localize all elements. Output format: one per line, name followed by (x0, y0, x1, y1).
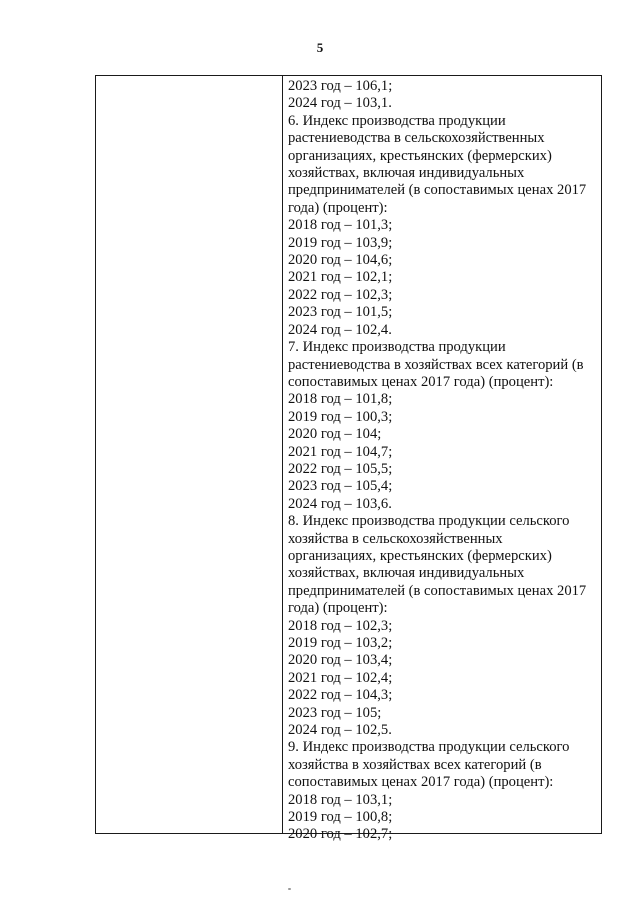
text-line: 2018 год – 103,1; (288, 791, 393, 808)
text-line: организациях, крестьянских (фермерских) (288, 147, 552, 164)
text-line: 8. Индекс производства продукции сельского (288, 513, 570, 530)
text-line: сопоставимых ценах 2017 года) (процент): (288, 373, 554, 390)
text-line: 2022 год – 105,5; (288, 460, 393, 477)
text-line: хозяйства в сельскохозяйственных (288, 530, 503, 547)
text-line: хозяйствах, включая индивидуальных (288, 165, 525, 182)
text-line: 2020 год – 104; (288, 426, 382, 443)
page-number: 5 (316, 40, 324, 55)
text-line: 2021 год – 102,4; (288, 669, 393, 686)
text-line: 2023 год – 105; (288, 704, 382, 721)
table-left-column (96, 76, 283, 833)
text-line: 2020 год – 104,6; (288, 252, 393, 269)
text-line: 2024 год – 103,6. (288, 495, 392, 512)
text-line: 6. Индекс производства продукции (288, 112, 506, 129)
text-line: года) (процент): (288, 600, 388, 617)
text-line: года) (процент): (288, 199, 388, 216)
text-line: 2022 год – 102,3; (288, 286, 393, 303)
text-line: 2018 год – 101,3; (288, 217, 393, 234)
text-line: 7. Индекс производства продукции (288, 339, 506, 356)
text-line: 2022 год – 104,3; (288, 687, 393, 704)
text-line: сопоставимых ценах 2017 года) (процент): (288, 774, 554, 791)
text-line: 2023 год – 101,5; (288, 304, 393, 321)
text-line: растениеводства в хозяйствах всех категорий (в (288, 356, 584, 373)
text-line: предпринимателей (в сопоставимых ценах 2017 (288, 582, 587, 599)
text-line: 2018 год – 101,8; (288, 391, 393, 408)
text-line: хозяйства в хозяйствах всех категорий (в (288, 756, 542, 773)
text-line: 2024 год – 102,5. (288, 722, 392, 739)
text-line: 2023 год – 106,1; (288, 78, 393, 94)
text-line: 2019 год – 103,2; (288, 635, 393, 651)
text-line: 2020 год – 102,7; (288, 826, 393, 843)
text-line: 2023 год – 105,4; (288, 478, 393, 495)
text-line: 2019 год – 100,8; (288, 809, 393, 826)
text-line: 9. Индекс производства продукции сельского (288, 739, 570, 756)
table-right-column (283, 76, 601, 843)
text-line: 2021 год – 102,1; (288, 269, 393, 286)
scan-speck (288, 888, 291, 890)
text-line: 2021 год – 104,7; (288, 443, 393, 460)
text-line: 2019 год – 100,3; (288, 408, 393, 425)
text-line: растениеводства в сельскохозяйственных (288, 130, 545, 147)
text-line: предпринимателей (в сопоставимых ценах 2017 (288, 182, 587, 199)
text-line: 2018 год – 102,3; (288, 617, 393, 634)
text-line: хозяйствах, включая индивидуальных (288, 565, 525, 582)
text-line: 2019 год – 103,9; (288, 234, 393, 251)
text-line: 2020 год – 103,4; (288, 652, 393, 669)
text-line: организациях, крестьянских (фермерских) (288, 547, 552, 564)
text-line: 2024 год – 103,1. (288, 95, 392, 112)
document-table (95, 75, 602, 843)
text-line: 2024 год – 102,4. (288, 321, 392, 338)
